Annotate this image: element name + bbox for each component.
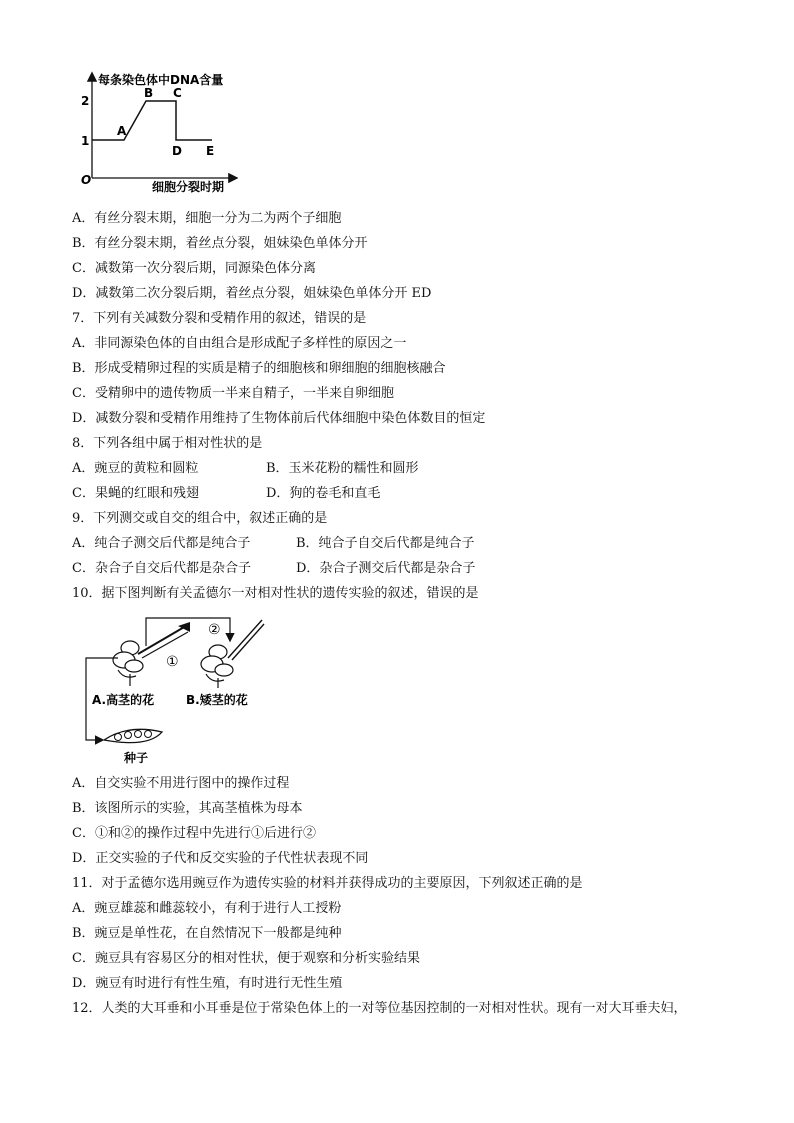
q9-option-d: D．杂合子测交后代都是杂合子 — [296, 561, 476, 576]
q8-option-d: D．狗的卷毛和直毛 — [266, 486, 381, 501]
q7-option-a: A．非同源染色体的自由组合是形成配子多样性的原因之一 — [72, 336, 407, 351]
tick-2: 2 — [81, 94, 90, 108]
q12-stem: 12．人类的大耳垂和小耳垂是位于常染色体上的一对等位基因控制的一对相对性状。现有一对大耳垂夫妇， — [72, 1001, 687, 1016]
label-dwarf-flower: B.矮茎的花 — [186, 693, 248, 707]
q11-option-d: D．豌豆有时进行有性生殖，有时进行无性生殖 — [72, 976, 343, 991]
pea-cross-figure — [78, 612, 278, 770]
q10-stem: 10．据下图判断有关孟德尔一对相对性状的遗传实验的叙述，错误的是 — [72, 586, 479, 601]
label-tall-flower: A.高茎的花 — [92, 693, 155, 707]
q8-option-c: C．果蝇的红眼和残翅 — [72, 486, 199, 501]
q9-option-b: B．纯合子自交后代都是纯合子 — [296, 536, 475, 551]
q7-option-c: C．受精卵中的遗传物质一半来自精子，一半来自卵细胞 — [72, 386, 394, 401]
point-a: A — [117, 124, 127, 138]
q10-option-c: C．①和②的操作过程中先进行①后进行② — [72, 826, 316, 841]
q7-option-d: D．减数分裂和受精作用维持了生物体前后代体细胞中染色体数目的恒定 — [72, 411, 486, 426]
q11-stem: 11．对于孟德尔选用豌豆作为遗传实验的材料并获得成功的主要原因，下列叙述正确的是 — [72, 876, 583, 891]
tall-flower-icon — [113, 641, 143, 686]
q10-option-b: B．该图所示的实验，其高茎植株为母本 — [72, 801, 303, 816]
q10-option-d: D．正交实验的子代和反交实验的子代性状表现不同 — [72, 851, 369, 866]
q9-option-c: C．杂合子自交后代都是杂合子 — [72, 561, 251, 576]
mark-1: ① — [166, 654, 179, 670]
dna-curve — [92, 101, 212, 140]
point-d: D — [172, 144, 182, 158]
tweezers-icon — [228, 620, 264, 660]
q6-option-b: B．有丝分裂末期，着丝点分裂，姐妹染色单体分开 — [72, 236, 368, 251]
q11-option-b: B．豌豆是单性花，在自然情况下一般都是纯种 — [72, 926, 342, 941]
q8-stem: 8．下列各组中属于相对性状的是 — [72, 436, 263, 451]
q7-stem: 7．下列有关减数分裂和受精作用的叙述，错误的是 — [72, 311, 367, 326]
dwarf-flower-icon — [201, 645, 233, 688]
q6-option-d: D．减数第二次分裂后期，着丝点分裂，姐妹染色单体分开 ED — [72, 286, 432, 301]
mark-2: ② — [208, 622, 221, 638]
q6-option-a: A．有丝分裂末期，细胞一分为二为两个子细胞 — [72, 211, 342, 226]
label-seed: 种子 — [124, 751, 149, 765]
pea-pod-icon — [104, 729, 162, 742]
y-axis-label: 每条染色体中DNA含量 — [98, 73, 224, 87]
q11-option-c: C．豌豆具有容易区分的相对性状，便于观察和分析实验结果 — [72, 951, 420, 966]
point-c: C — [173, 86, 182, 100]
q7-option-b: B．形成受精卵过程的实质是精子的细胞核和卵细胞的细胞核融合 — [72, 361, 446, 376]
x-axis-label: 细胞分裂时期 — [152, 180, 225, 194]
q8-option-a: A．豌豆的黄粒和圆粒 — [72, 461, 199, 476]
q8-option-b: B．玉米花粉的糯性和圆形 — [266, 461, 419, 476]
q6-option-c: C．减数第一次分裂后期，同源染色体分离 — [72, 261, 316, 276]
q11-option-a: A．豌豆雄蕊和雌蕊较小，有利于进行人工授粉 — [72, 901, 342, 916]
dna-content-graph — [70, 62, 270, 202]
tick-1: 1 — [81, 134, 90, 148]
point-e: E — [206, 144, 215, 158]
q9-stem: 9．下列测交或自交的组合中，叙述正确的是 — [72, 511, 328, 526]
q10-option-a: A．自交实验不用进行图中的操作过程 — [72, 776, 290, 791]
origin-label: O — [81, 173, 92, 187]
q9-option-a: A．纯合子测交后代都是纯合子 — [72, 536, 251, 551]
point-b: B — [144, 86, 154, 100]
